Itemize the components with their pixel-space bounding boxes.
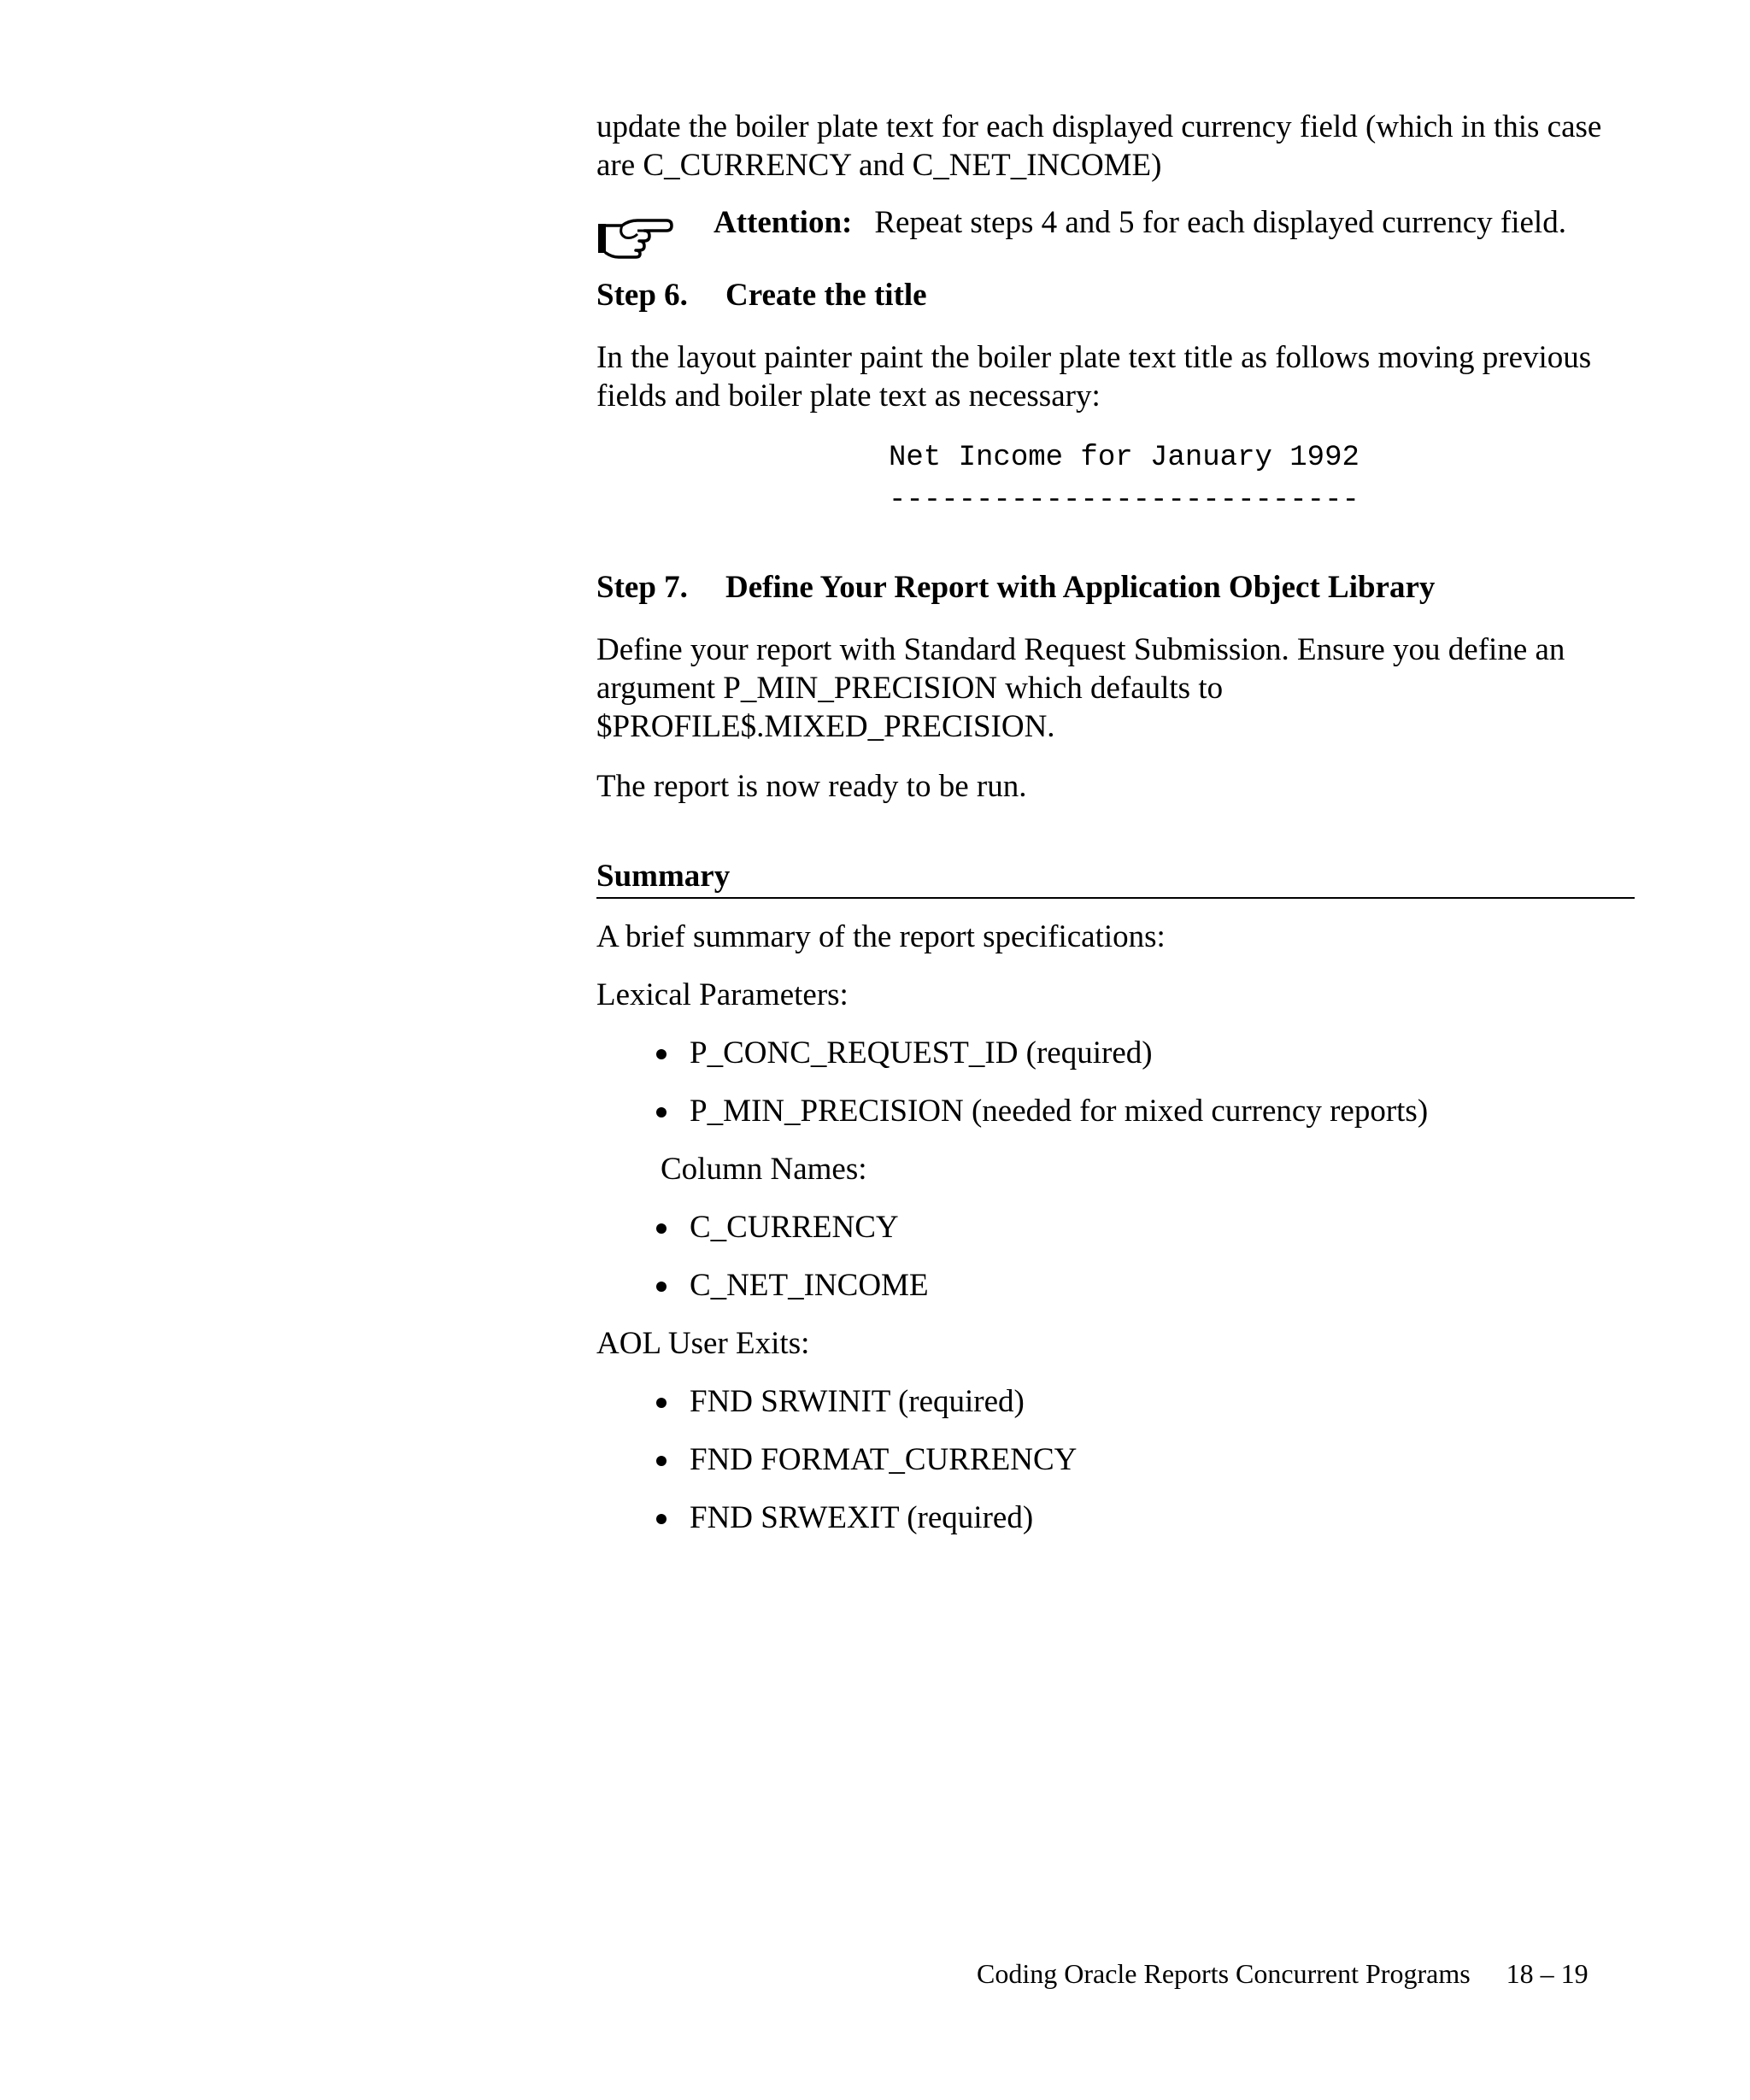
ready-text: The report is now ready to be run. bbox=[596, 769, 1027, 804]
list-item: C_CURRENCY bbox=[596, 1208, 1635, 1247]
list-item: P_MIN_PRECISION (needed for mixed currency reports) bbox=[596, 1092, 1635, 1130]
column-names-label: Column Names: bbox=[661, 1152, 867, 1187]
list-item: C_NET_INCOME bbox=[596, 1266, 1635, 1305]
step-7-title: Define Your Report with Application Object Library bbox=[725, 570, 1436, 605]
bullet-icon bbox=[656, 1107, 667, 1117]
page-footer bbox=[977, 1956, 1589, 1991]
step-6-body: In the layout painter paint the boiler plate text title as follows moving previous fields and boiler plate text as necessary: bbox=[596, 340, 1592, 414]
list-item: FND FORMAT_CURRENCY bbox=[596, 1440, 1635, 1479]
bullet-icon bbox=[656, 1456, 667, 1466]
attention-note bbox=[596, 203, 1635, 242]
step-6-number: Step 6. bbox=[596, 278, 688, 313]
content-column bbox=[596, 108, 1635, 1557]
pointing-hand-icon bbox=[596, 215, 673, 260]
list-item: FND SRWEXIT (required) bbox=[596, 1499, 1635, 1537]
lexical-parameters-label: Lexical Parameters: bbox=[596, 977, 849, 1012]
attention-text: Repeat steps 4 and 5 for each displayed currency field. bbox=[874, 205, 1566, 240]
summary-intro: A brief summary of the report specifications: bbox=[596, 919, 1166, 954]
step-6-title: Create the title bbox=[725, 278, 927, 313]
bullet-icon bbox=[656, 1223, 667, 1234]
footer-page-number: 18 – 19 bbox=[1506, 1958, 1589, 1989]
lexical-parameters-list bbox=[596, 1034, 1635, 1130]
bullet-icon bbox=[656, 1514, 667, 1524]
step-7-heading bbox=[596, 568, 1635, 607]
aol-user-exits-list bbox=[596, 1382, 1635, 1537]
intro-paragraph: update the boiler plate text for each displayed currency field (which in this case are C_CURRENCY and C_NET_INCOME) bbox=[596, 109, 1602, 183]
list-item: FND SRWINIT (required) bbox=[596, 1382, 1635, 1421]
step-7-body: Define your report with Standard Request Submission. Ensure you define an argument P_MIN_PRECISION which defaults to $PROFILE$.MIXED_PRECISION. bbox=[596, 632, 1565, 744]
bullet-icon bbox=[656, 1282, 667, 1292]
aol-user-exits-label: AOL User Exits: bbox=[596, 1326, 810, 1361]
step-7-number: Step 7. bbox=[596, 570, 688, 605]
bullet-icon bbox=[656, 1049, 667, 1059]
step-6-heading bbox=[596, 276, 1635, 314]
summary-heading: Summary bbox=[596, 857, 1635, 899]
column-names-list bbox=[596, 1208, 1635, 1305]
bullet-icon bbox=[656, 1398, 667, 1408]
title-code-sample: Net Income for January 1992 --------------------------- bbox=[889, 442, 1359, 517]
footer-chapter-title: Coding Oracle Reports Concurrent Programs bbox=[977, 1958, 1471, 1989]
attention-label: Attention: bbox=[714, 205, 853, 240]
list-item: P_CONC_REQUEST_ID (required) bbox=[596, 1034, 1635, 1072]
